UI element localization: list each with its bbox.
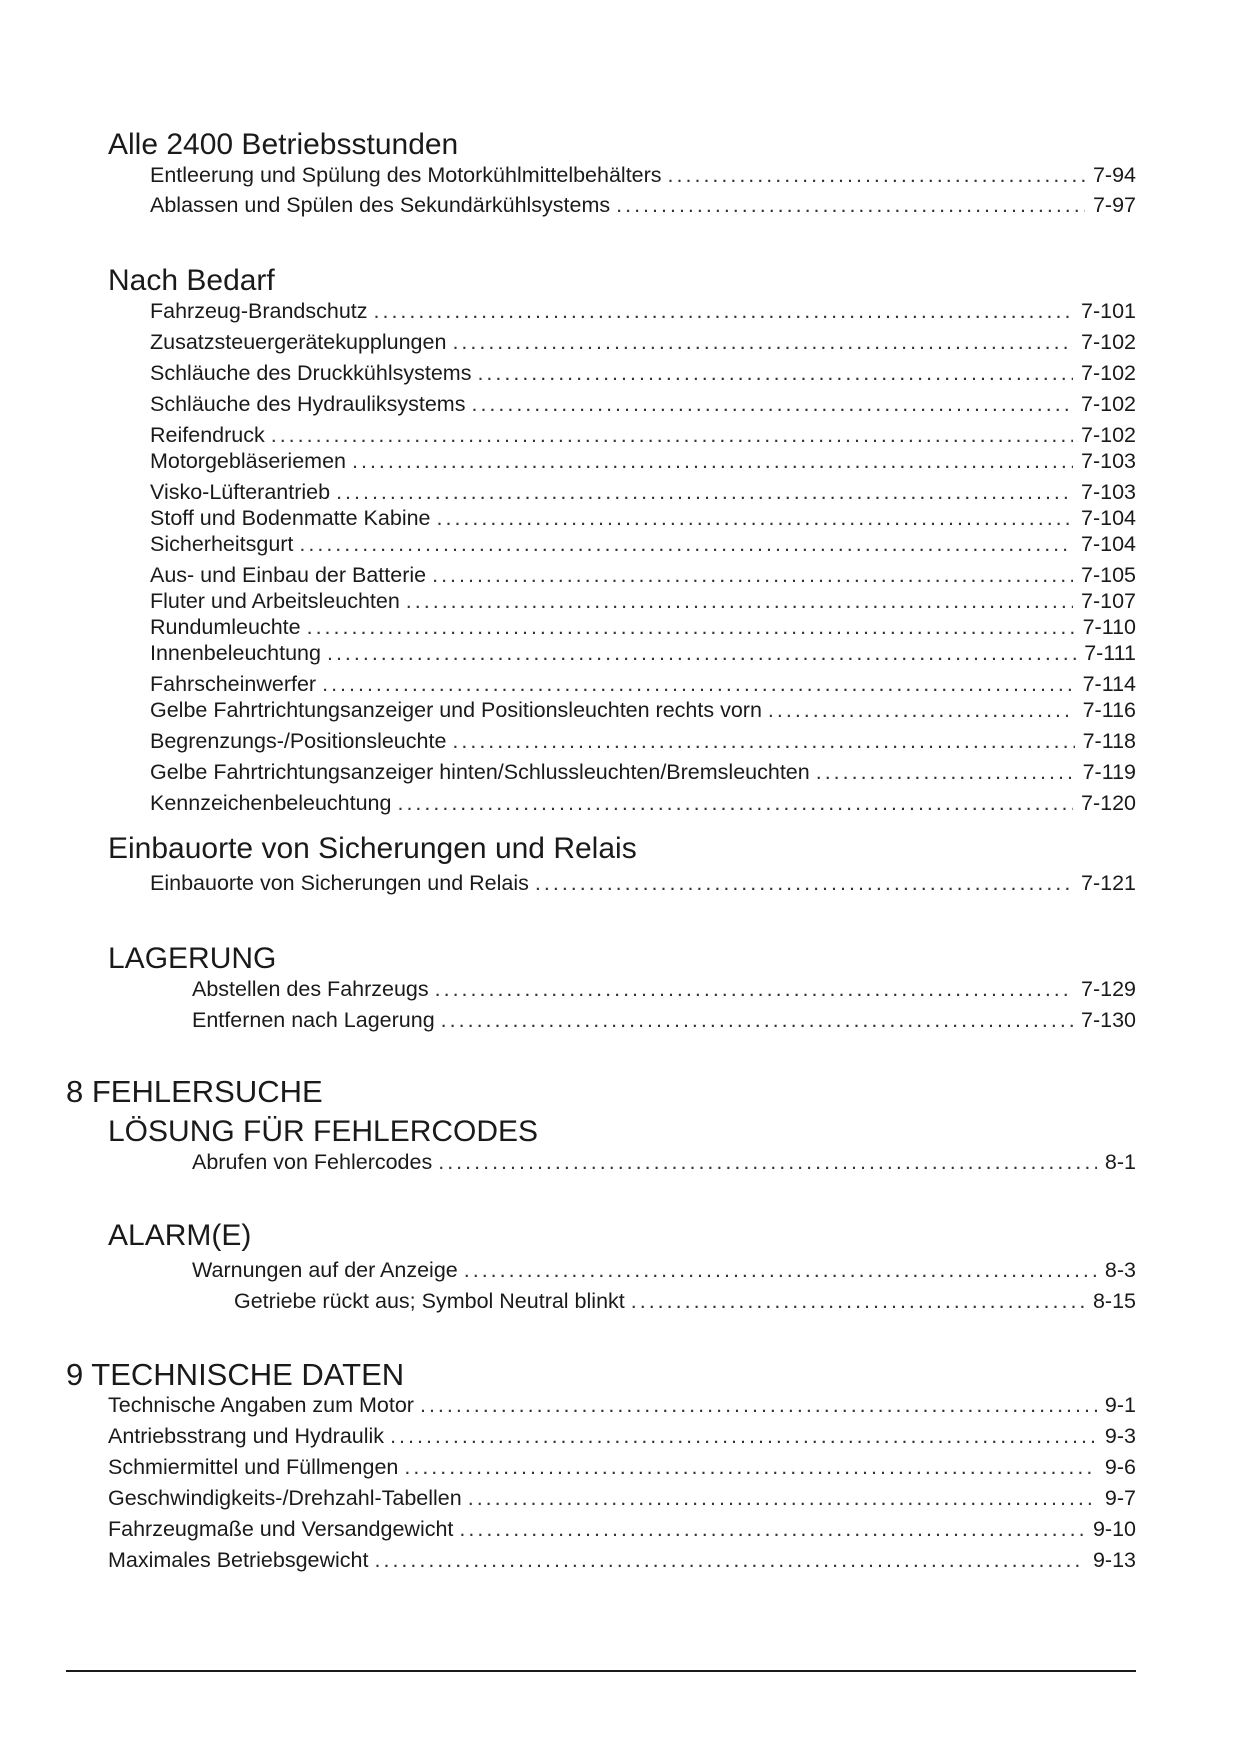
toc-entry-page: 8-3 <box>1104 1258 1136 1282</box>
toc-entry-label: Fahrscheinwerfer <box>150 672 317 696</box>
toc-entry-page: 9-6 <box>1104 1455 1136 1479</box>
dot-leader <box>322 671 1075 697</box>
toc-entry-label: Schläuche des Hydrauliksystems <box>150 392 466 416</box>
toc-entry-page: 7-103 <box>1081 480 1136 504</box>
toc-entry-page: 7-110 <box>1082 615 1136 639</box>
dot-leader <box>631 1288 1085 1314</box>
toc-entry[interactable] <box>108 1454 1136 1480</box>
section-title: Einbauorte von Sicherungen und Relais <box>108 832 637 865</box>
toc-entry-label: Einbauorte von Sicherungen und Relais <box>150 871 529 895</box>
dot-leader <box>452 728 1074 754</box>
toc-entry[interactable] <box>150 162 1136 188</box>
toc-entry-label: Innenbeleuchtung <box>150 641 321 665</box>
toc-entry[interactable] <box>150 505 1136 531</box>
toc-entry-page: 9-10 <box>1092 1517 1136 1541</box>
dot-leader <box>271 422 1073 448</box>
toc-entry-label: Antriebsstrang und Hydraulik <box>108 1424 385 1448</box>
dot-leader <box>375 1547 1085 1573</box>
dot-leader <box>471 391 1073 417</box>
dot-leader <box>535 870 1073 896</box>
toc-entry[interactable] <box>108 1516 1136 1542</box>
toc-entry[interactable] <box>150 640 1136 666</box>
toc-entry[interactable] <box>150 728 1136 754</box>
toc-entry-label: Fluter und Arbeitsleuchten <box>150 589 400 613</box>
toc-entry[interactable] <box>150 192 1136 218</box>
toc-entry-page: 7-121 <box>1081 871 1136 895</box>
dot-leader <box>299 531 1073 557</box>
dot-leader <box>327 640 1076 666</box>
toc-entry-page: 7-116 <box>1082 698 1136 722</box>
toc-entry[interactable] <box>150 531 1136 557</box>
dot-leader <box>435 976 1073 1002</box>
toc-entry-page: 7-118 <box>1082 729 1136 753</box>
toc-entry[interactable] <box>150 422 1136 448</box>
toc-entry-page: 9-7 <box>1104 1486 1136 1510</box>
toc-entry-page: 7-107 <box>1081 589 1136 613</box>
chapter-title: 8 FEHLERSUCHE <box>66 1074 323 1109</box>
toc-entry[interactable] <box>150 614 1136 640</box>
toc-entry-label: Zusatzsteuergerätekupplungen <box>150 330 447 354</box>
toc-entry-label: Begrenzungs-/Positionsleuchte <box>150 729 447 753</box>
dot-leader <box>437 505 1073 531</box>
toc-entry-label: Reifendruck <box>150 423 265 447</box>
toc-entry[interactable] <box>150 562 1136 588</box>
toc-entry-page: 7-104 <box>1081 532 1136 556</box>
toc-entry-label: Geschwindigkeits-/Drehzahl-Tabellen <box>108 1486 462 1510</box>
toc-entry-page: 7-114 <box>1082 672 1136 696</box>
toc-entry-page: 7-130 <box>1081 1008 1136 1032</box>
toc-entry-label: Motorgebläseriemen <box>150 449 346 473</box>
toc-entry-page: 7-119 <box>1082 760 1136 784</box>
toc-entry[interactable] <box>192 976 1136 1002</box>
toc-entry[interactable] <box>150 588 1136 614</box>
toc-entry[interactable] <box>108 1423 1136 1449</box>
toc-entry[interactable] <box>234 1288 1136 1314</box>
dot-leader <box>307 614 1075 640</box>
dot-leader <box>468 1485 1097 1511</box>
dot-leader <box>459 1516 1085 1542</box>
toc-entry-page: 7-102 <box>1081 330 1136 354</box>
dot-leader <box>768 697 1075 723</box>
toc-entry-label: Entfernen nach Lagerung <box>192 1008 435 1032</box>
toc-entry-label: Gelbe Fahrtrichtungsanzeiger und Positionsleuchten rechts vorn <box>150 698 762 722</box>
toc-entry[interactable] <box>108 1485 1136 1511</box>
dot-leader <box>404 1454 1097 1480</box>
toc-entry-label: Schmiermittel und Füllmengen <box>108 1455 399 1479</box>
dot-leader <box>390 1423 1097 1449</box>
toc-entry-page: 7-120 <box>1081 791 1136 815</box>
toc-entry-page: 8-15 <box>1092 1289 1136 1313</box>
toc-entry-page: 7-101 <box>1081 299 1136 323</box>
dot-leader <box>352 448 1073 474</box>
footer-rule <box>66 1670 1136 1672</box>
toc-entry-label: Schläuche des Druckkühlsystems <box>150 361 472 385</box>
toc-entry-page: 7-102 <box>1081 423 1136 447</box>
dot-leader <box>464 1257 1097 1283</box>
dot-leader <box>477 360 1073 386</box>
toc-entry-page: 7-104 <box>1081 506 1136 530</box>
dot-leader <box>816 759 1075 785</box>
toc-entry-page: 7-105 <box>1081 563 1136 587</box>
toc-entry[interactable] <box>192 1257 1136 1283</box>
dot-leader <box>668 162 1085 188</box>
toc-entry-label: Kennzeichenbeleuchtung <box>150 791 392 815</box>
toc-entry-page: 7-129 <box>1081 977 1136 1001</box>
toc-entry-page: 9-1 <box>1104 1393 1136 1417</box>
toc-entry[interactable] <box>150 448 1136 474</box>
toc-entry[interactable] <box>150 870 1136 896</box>
table-of-contents <box>66 128 1136 1573</box>
toc-entry[interactable] <box>108 1547 1136 1573</box>
dot-leader <box>441 1007 1073 1033</box>
dot-leader <box>616 192 1085 218</box>
toc-entry-label: Gelbe Fahrtrichtungsanzeiger hinten/Schlussleuchten/Bremsleuchten <box>150 760 810 784</box>
toc-entry-page: 7-94 <box>1092 163 1136 187</box>
toc-entry[interactable] <box>108 1392 1136 1418</box>
toc-entry[interactable] <box>192 1149 1136 1175</box>
chapter-title: 9 TECHNISCHE DATEN <box>66 1357 405 1392</box>
toc-entry-label: Fahrzeug-Brandschutz <box>150 299 368 323</box>
toc-entry-page: 7-103 <box>1081 449 1136 473</box>
dot-leader <box>452 329 1073 355</box>
dot-leader <box>406 588 1073 614</box>
toc-entry-page: 9-3 <box>1104 1424 1136 1448</box>
toc-entry-label: Abrufen von Fehlercodes <box>192 1150 433 1174</box>
dot-leader <box>397 790 1073 816</box>
toc-entry[interactable] <box>150 759 1136 785</box>
toc-entry-label: Abstellen des Fahrzeugs <box>192 977 429 1001</box>
toc-entry[interactable] <box>150 479 1136 505</box>
toc-entry-label: Visko-Lüfterantrieb <box>150 480 331 504</box>
toc-entry-page: 7-111 <box>1084 641 1136 665</box>
section-title: Nach Bedarf <box>108 264 275 297</box>
toc-entry[interactable] <box>150 298 1136 324</box>
toc-entry-label: Sicherheitsgurt <box>150 532 294 556</box>
toc-entry-label: Getriebe rückt aus; Symbol Neutral blinkt <box>234 1289 625 1313</box>
toc-entry[interactable] <box>150 329 1136 355</box>
toc-entry[interactable] <box>150 790 1136 816</box>
toc-entry[interactable] <box>150 360 1136 386</box>
toc-entry-page: 7-97 <box>1092 193 1136 217</box>
toc-entry-label: Aus- und Einbau der Batterie <box>150 563 427 587</box>
toc-entry[interactable] <box>150 697 1136 723</box>
dot-leader <box>420 1392 1097 1418</box>
toc-entry-page: 9-13 <box>1092 1548 1136 1572</box>
dot-leader <box>432 562 1073 588</box>
section-title: Alle 2400 Betriebsstunden <box>108 128 459 161</box>
toc-entry-page: 7-102 <box>1081 361 1136 385</box>
toc-entry-page: 8-1 <box>1104 1150 1136 1174</box>
dot-leader <box>336 479 1073 505</box>
dot-leader <box>438 1149 1097 1175</box>
toc-entry-label: Ablassen und Spülen des Sekundärkühlsystems <box>150 193 611 217</box>
dot-leader <box>374 298 1074 324</box>
toc-entry[interactable] <box>150 671 1136 697</box>
toc-entry-label: Rundumleuchte <box>150 615 301 639</box>
toc-entry-label: Fahrzeugmaße und Versandgewicht <box>108 1517 454 1541</box>
toc-entry-label: Entleerung und Spülung des Motorkühlmittelbehälters <box>150 163 662 187</box>
toc-entry-page: 7-102 <box>1081 392 1136 416</box>
toc-entry-label: Warnungen auf der Anzeige <box>192 1258 458 1282</box>
section-title: ALARM(E) <box>108 1219 252 1252</box>
toc-entry-label: Maximales Betriebsgewicht <box>108 1548 369 1572</box>
toc-entry-label: Stoff und Bodenmatte Kabine <box>150 506 431 530</box>
section-title: LAGERUNG <box>108 942 277 975</box>
section-title: LÖSUNG FÜR FEHLERCODES <box>108 1115 539 1148</box>
toc-entry-label: Technische Angaben zum Motor <box>108 1393 414 1417</box>
toc-entry[interactable] <box>192 1007 1136 1033</box>
toc-entry[interactable] <box>150 391 1136 417</box>
